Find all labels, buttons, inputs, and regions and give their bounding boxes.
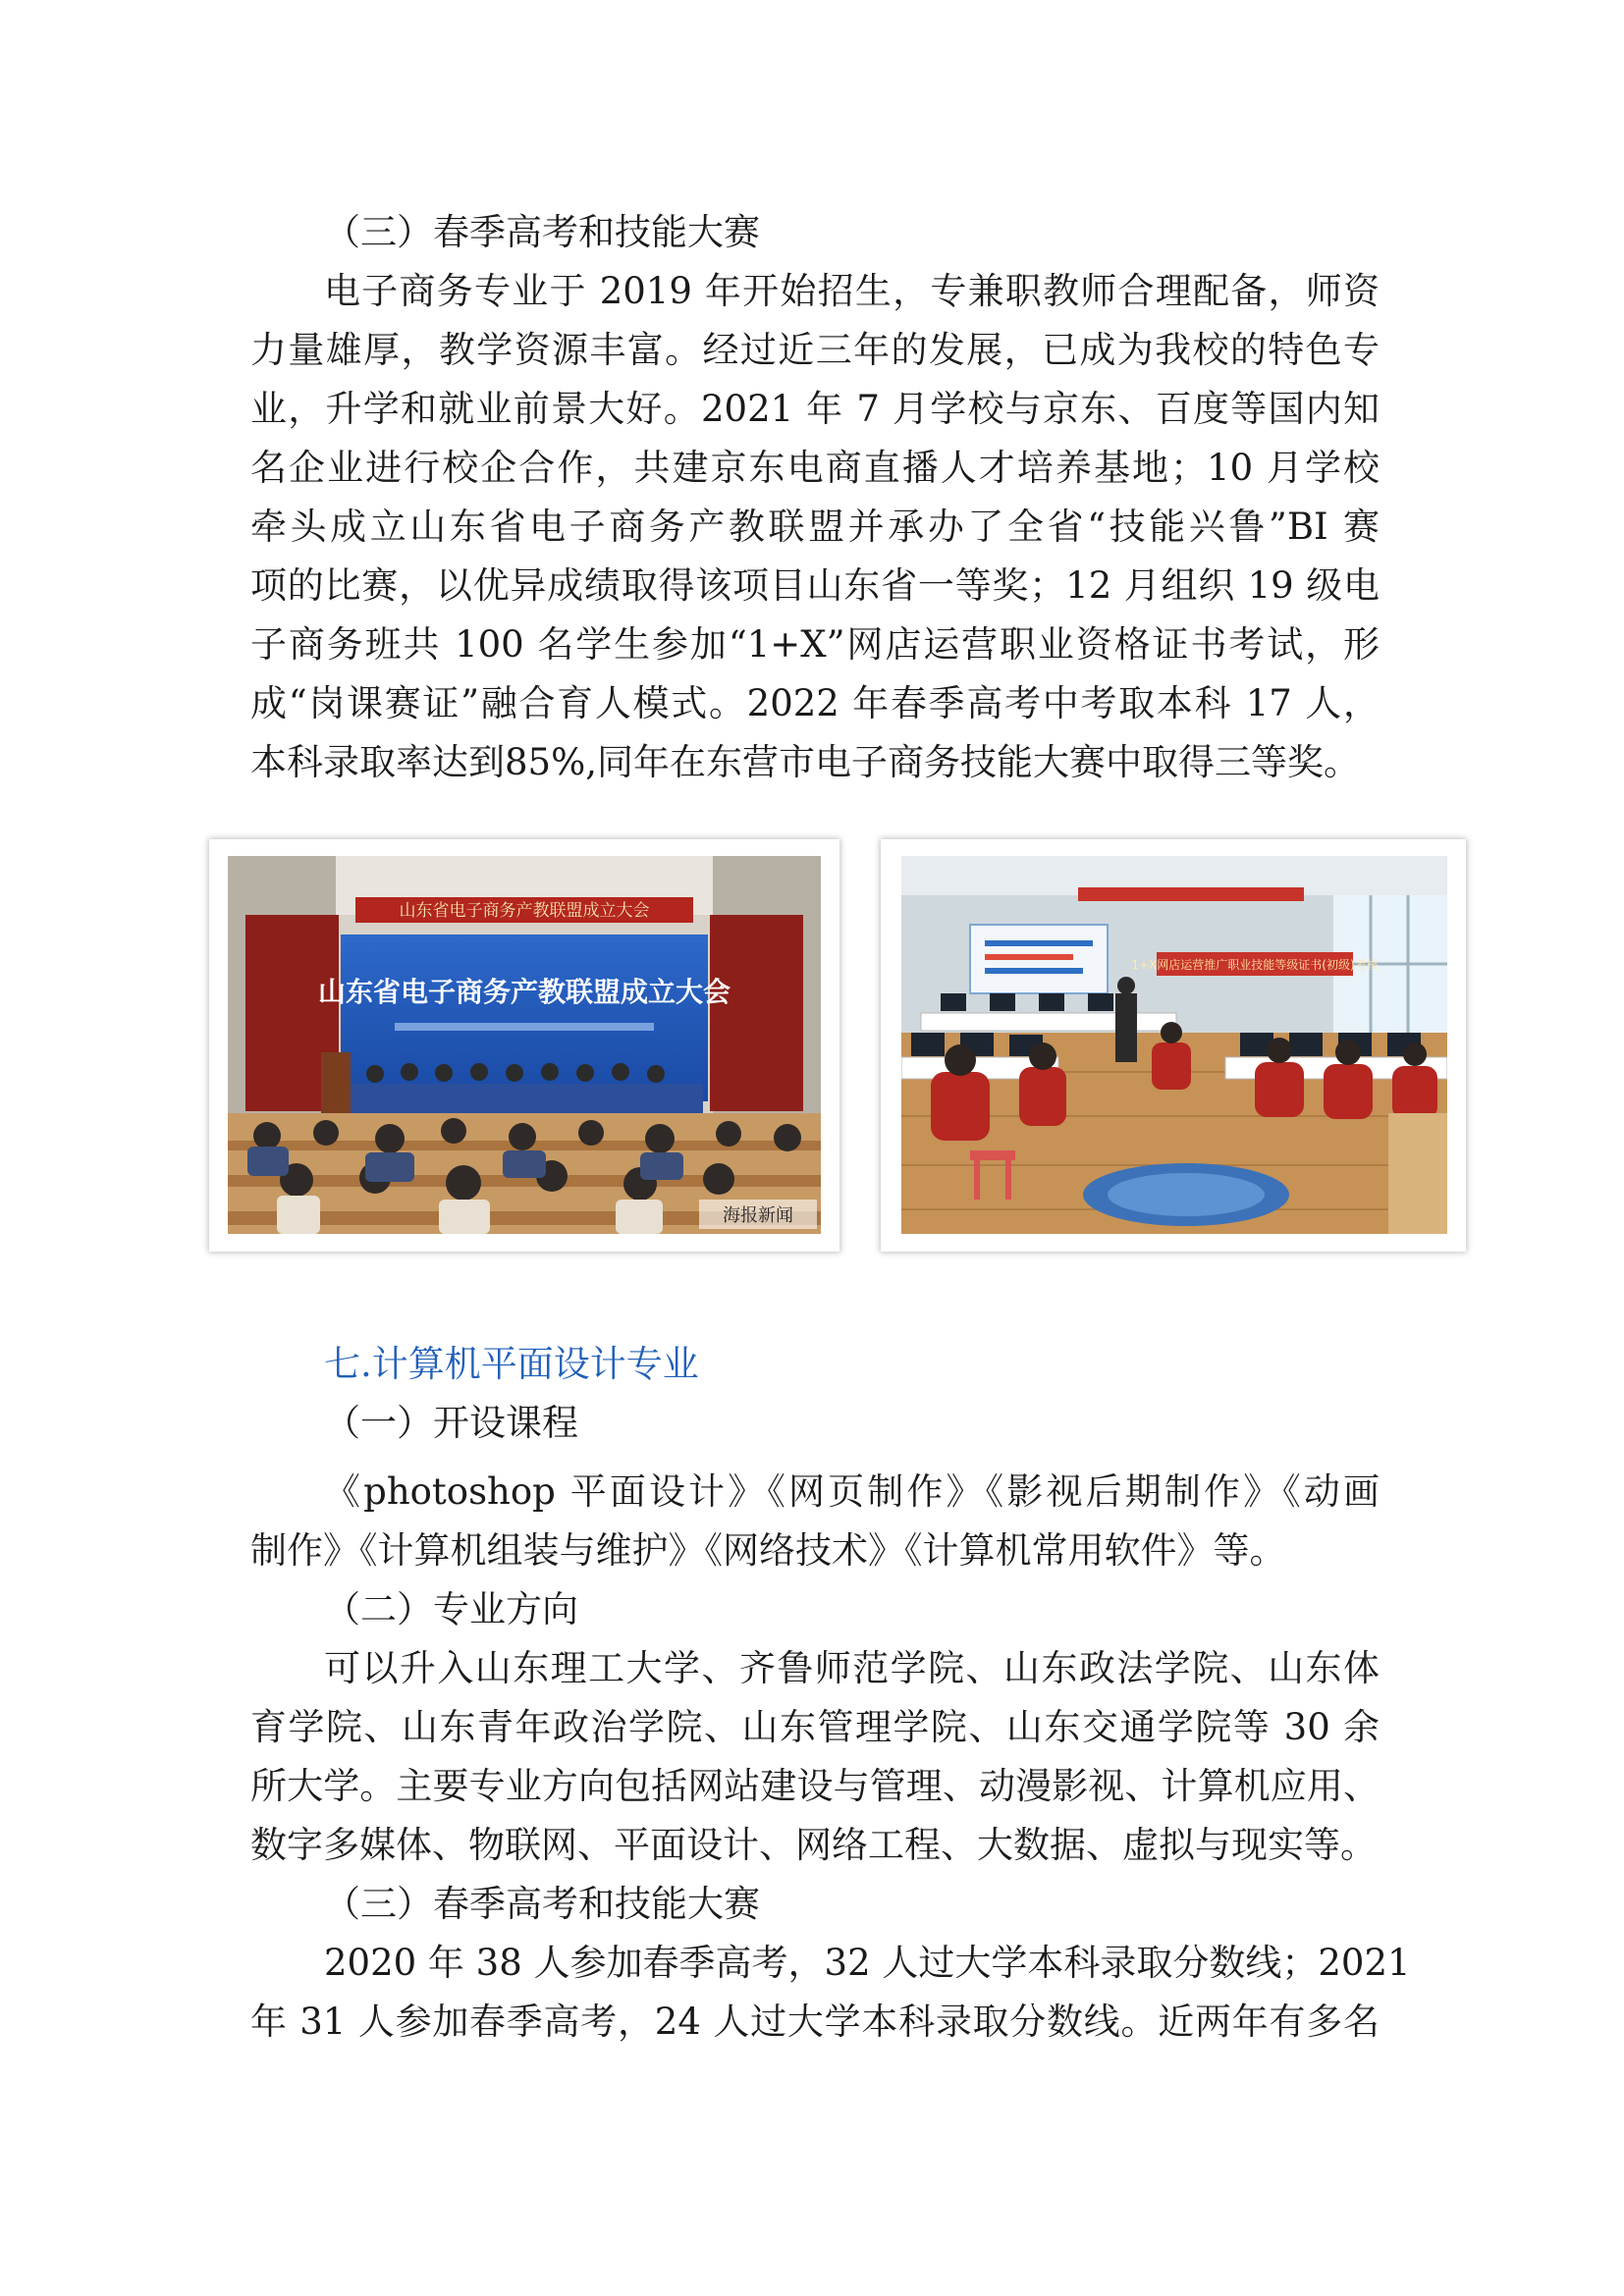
photo-computer-lab	[901, 856, 1447, 1234]
paragraph-line: 2020 年 38 人参加春季高考，32 人过大学本科录取分数线；2021	[324, 1942, 1411, 1984]
paragraph-line: 所大学。主要专业方向包括网站建设与管理、动漫影视、计算机应用、	[250, 1765, 1380, 1807]
banner-text-top: 山东省电子商务产教联盟成立大会	[399, 901, 650, 921]
paragraph-line: 《photoshop 平面设计》《网页制作》《影视后期制作》《动画	[324, 1470, 1380, 1513]
watermark-text: 海报新闻	[723, 1205, 793, 1226]
paragraph-line: 数字多媒体、物联网、平面设计、网络工程、大数据、虚拟与现实等。	[250, 1824, 1377, 1866]
paragraph-line: 项的比赛，以优异成绩取得该项目山东省一等奖；12 月组织 19 级电	[250, 564, 1380, 607]
paragraph-line: 本科录取率达到85%,同年在东营市电子商务技能大赛中取得三等奖。	[250, 741, 1360, 783]
wall-banner-text: 1+X网店运营推广职业技能等级证书(初级)考核	[1131, 958, 1379, 972]
paragraph-line: 年 31 人参加春季高考，24 人过大学本科录取分数线。近两年有多名	[250, 2001, 1380, 2043]
subheading-direction: （二）专业方向	[324, 1588, 578, 1630]
paragraph-line: 业，升学和就业前景大好。2021 年 7 月学校与京东、百度等国内知	[250, 388, 1380, 430]
paragraph-line: 成“岗课赛证”融合育人模式。2022 年春季高考中考取本科 17 人，	[250, 682, 1380, 724]
screen-title-text: 山东省电子商务产教联盟成立大会	[317, 976, 731, 1008]
paragraph-line: 育学院、山东青年政治学院、山东管理学院、山东交通学院等 30 余	[250, 1706, 1380, 1748]
paragraph-line: 制作》《计算机组装与维护》《网络技术》《计算机常用软件》等。	[250, 1529, 1286, 1572]
section-heading-graphic-design: 七.计算机平面设计专业	[324, 1343, 699, 1385]
paragraph-line: 名企业进行校企合作，共建京东电商直播人才培养基地；10 月学校	[250, 447, 1380, 489]
paragraph-line: 电子商务专业于 2019 年开始招生，专兼职教师合理配备，师资	[324, 270, 1380, 312]
paragraph-line: 力量雄厚，教学资源丰富。经过近三年的发展，已成为我校的特色专	[250, 329, 1380, 371]
subheading-spring-exam-ecommerce: （三）春季高考和技能大赛	[324, 211, 760, 253]
subheading-spring-exam-design: （三）春季高考和技能大赛	[324, 1883, 760, 1925]
subheading-courses: （一）开设课程	[324, 1402, 578, 1444]
paragraph-line: 牵头成立山东省电子商务产教联盟并承办了全省“技能兴鲁”BI 赛	[250, 506, 1380, 548]
paragraph-line: 子商务班共 100 名学生参加“1+X”网店运营职业资格证书考试，形	[250, 623, 1380, 666]
paragraph-line: 可以升入山东理工大学、齐鲁师范学院、山东政法学院、山东体	[324, 1647, 1380, 1689]
photo-conference	[228, 856, 821, 1234]
